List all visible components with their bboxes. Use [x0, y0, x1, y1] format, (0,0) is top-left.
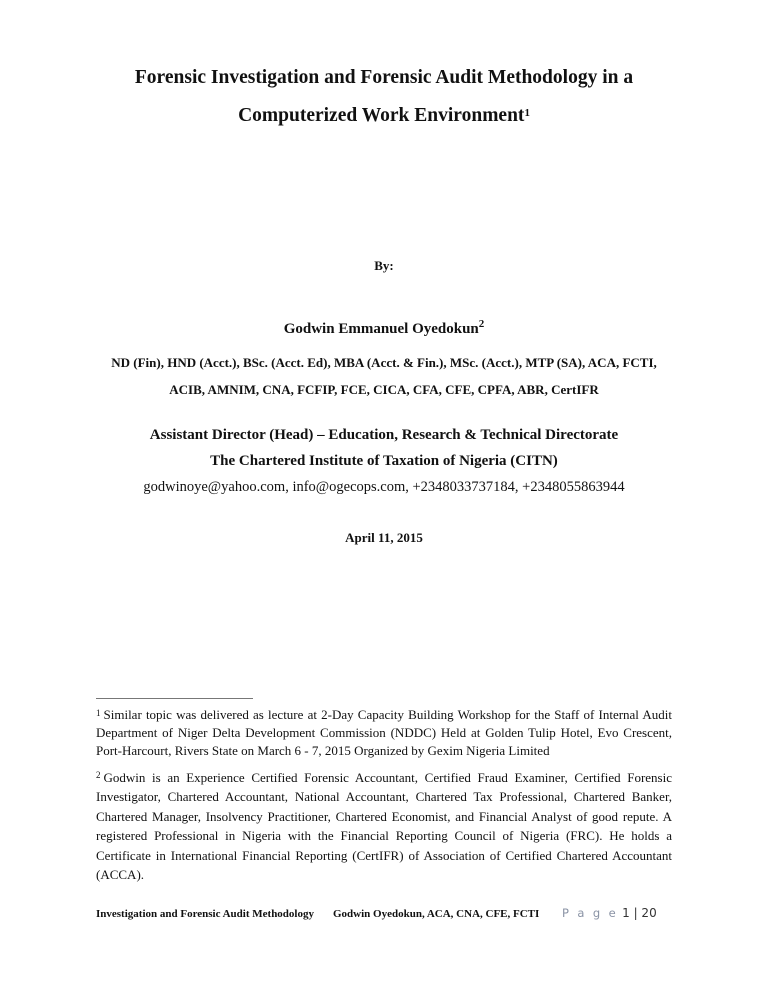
author-organization: The Chartered Institute of Taxation of Nigeria (CITN) [210, 453, 558, 469]
footnote-separator [96, 698, 253, 699]
footnote-1 [96, 706, 672, 761]
footnote-ref-2[interactable]: 2 [478, 318, 485, 330]
footer-document-title: Investigation and Forensic Audit Methodology [96, 908, 314, 920]
by-label: By: [374, 258, 394, 273]
footer-author: Godwin Oyedokun, ACA, CNA, CFE, FCTI [333, 908, 540, 920]
footnote-ref-1[interactable]: 1 [524, 107, 530, 119]
document-date: April 11, 2015 [345, 530, 423, 545]
author-qualifications-line-1: ND (Fin), HND (Acct.), BSc. (Acct. Ed), MBA (Acct. & Fin.), MSc. (Acct.), MTP (SA), ACA, FCTI, [111, 355, 657, 370]
author-position: Assistant Director (Head) – Education, Research & Technical Directorate [149, 427, 619, 443]
page-number: 1 | 20 [622, 906, 657, 920]
page-label: P a g e [562, 906, 619, 920]
author-contact: godwinoye@yahoo.com, info@ogecops.com, +2348033737184, +2348055863944 [143, 479, 625, 495]
page-footer [96, 906, 696, 926]
footnote-2 [96, 768, 672, 884]
author-name: Godwin Emmanuel Oyedokun$^2$ [283, 318, 485, 337]
document-title-line-2: Computerized Work Environment$^1$ [238, 105, 530, 126]
footnote-text: Similar topic was delivered as lecture at 2-Day Capacity Building Workshop for the Staff of Internal Audit Department of Niger Delta Development Commission (NDDC) Held at Golden Tulip Hotel, Evo Crescent, Port-Harcourt, Rivers State on March 6 - 7, 2015 Organized by Gexim Nigeria Limited [96, 707, 672, 759]
author-qualifications-line-2: ACIB, AMNIM, CNA, FCFIP, FCE, CICA, CFA, CFE, CPFA, ABR, CertIFR [169, 382, 599, 397]
footnote-number: 1 [96, 708, 101, 718]
footnote-text: Godwin is an Experience Certified Forensic Accountant, Certified Fraud Examiner, Certified Forensic Investigator, Chartered Accountant, National Accountant, Chartered Tax Professional, Chartered Banker, Chartered Manager, Insolvency Practitioner, Chartered Economist, and Financial Analyst of good repute. A registered Professional in Nigeria with the Financial Reporting Council of Nigeria (FRC). He holds a Certificate in International Financial Reporting (CertIFR) of Association of Certified Chartered Accountant (ACCA). [96, 770, 672, 883]
document-title-line-1: Forensic Investigation and Forensic Audit Methodology in a [134, 67, 634, 88]
footnote-number: 2 [96, 770, 101, 780]
page-number-indicator [562, 906, 657, 920]
